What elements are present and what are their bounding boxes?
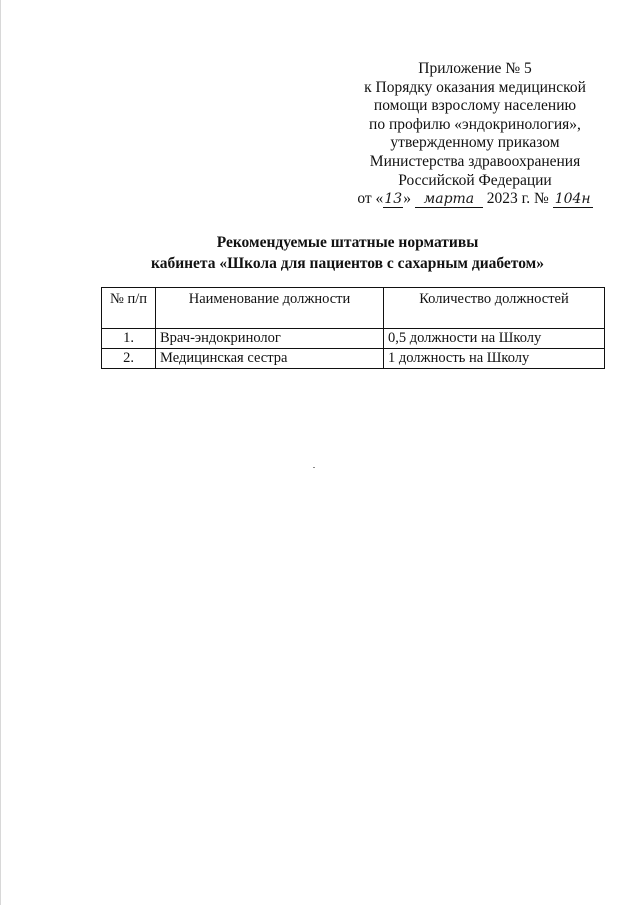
heading-line-1: Рекомендуемые штатные нормативы	[216, 234, 479, 251]
staffing-table	[101, 287, 605, 369]
handwritten-day: 13	[384, 191, 403, 208]
date-prefix: от «	[357, 190, 384, 208]
document-heading	[80, 232, 615, 274]
date-year: 2023 г. №	[486, 190, 549, 208]
row-quantity: 1 должность на Школу	[384, 349, 605, 369]
appendix-line: по профилю «эндокринология»,	[369, 115, 581, 133]
row-position: Медицинская сестра	[156, 349, 384, 369]
row-number: 2.	[102, 349, 156, 369]
header-quantity: Количество должностей	[384, 288, 605, 329]
appendix-line: утвержденному приказом	[390, 134, 560, 152]
date-mid: »	[403, 190, 412, 208]
table-row	[102, 349, 605, 369]
row-number: 1.	[102, 329, 156, 349]
row-position: Врач-эндокринолог	[156, 329, 384, 349]
table-header-row	[102, 288, 605, 329]
order-date-line	[340, 190, 610, 209]
appendix-line: Российской Федерации	[398, 171, 552, 189]
appendix-line: Министерства здравоохранения	[369, 152, 581, 170]
header-number: № п/п	[102, 288, 156, 329]
appendix-block	[340, 60, 610, 209]
table-row	[102, 329, 605, 349]
appendix-line: помощи взрослому населению	[373, 97, 577, 115]
heading-line-2: кабинета «Школа для пациентов с сахарным диабетом»	[151, 255, 544, 272]
header-position: Наименование должности	[156, 288, 384, 329]
appendix-line: к Порядку оказания медицинской	[364, 78, 586, 96]
handwritten-order-number: 104н	[553, 191, 593, 208]
scan-speck	[313, 467, 315, 468]
handwritten-month: марта	[415, 191, 483, 208]
row-quantity: 0,5 должности на Школу	[384, 329, 605, 349]
appendix-title: Приложение № 5	[418, 60, 532, 77]
